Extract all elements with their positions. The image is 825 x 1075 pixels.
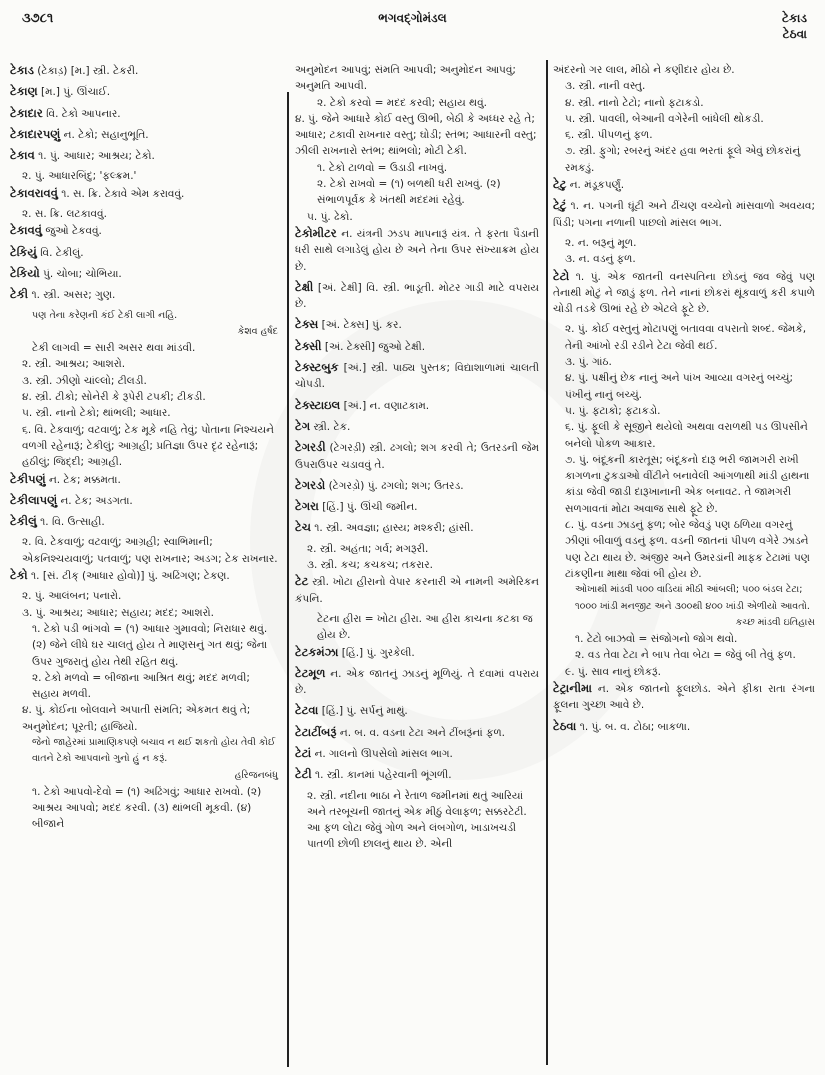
headword: ટેઠવા — [553, 718, 577, 733]
headword: ટેચ — [295, 520, 311, 535]
sense-line: ૨. પું. કોઈ વસ્તુનું મોટાપણું બતાવવા વપરાતો શબ્દ. જેમકે, તેની આંખો રડી રડીને ટેટા જેવી થઈ. — [565, 323, 807, 352]
definition: ન. બ. વ. વડના ટેટા અને ટીંબરૂંનાં ફળ. — [339, 726, 506, 739]
definition: [અં. ટેક્ષી] વિ. સ્ત્રી. ભાડૂતી. મોટર ગાડી માટે વપરાય છે. — [295, 281, 540, 311]
sense-line: ૭. સ્ત્રી. ફુગો; રબરનું અંદર હવા ભરતાં ફૂલે એવું છોકરાંનું રમકડું. — [565, 145, 801, 174]
citation-source: હરિજનબંધુ — [234, 769, 278, 781]
dictionary-entry — [10, 567, 278, 584]
definition: ૧. પું. બ. વ. ટોઠા; બાકળા. — [579, 720, 691, 733]
sense-line: ૨. સ્ત્રી. નદીના ભાઠા ને રેતાળ જમીનમાં થતું આરિયાં અને તરબૂચની જાતનું એક મીઠું વેલાફળ; સક્કરટેટી. આ ફળ લોટા જેવું ગોળ અને લંબગોળ, ખાડાખચડી પાતળી છોળી છાલનું થાય છે. એની — [307, 789, 527, 851]
dictionary-entry — [10, 83, 278, 100]
dictionary-entry — [10, 126, 278, 143]
dictionary-entry — [295, 338, 539, 355]
headword: ટેક્સ — [295, 317, 319, 332]
idiom-line: ટેકી લાગવી = સારી અસર થવા માંડવી. — [32, 342, 196, 355]
dictionary-entry — [295, 418, 539, 435]
column-right — [553, 62, 815, 739]
headword: ટેકી — [10, 287, 29, 302]
definition: ન. ટેક; મક્કમતા. — [48, 473, 121, 486]
headword: ટેટાટીંબરૂં — [295, 724, 337, 739]
sense-line: ૬. વિ. ટેકવાળું; વટવાળું; ટેક મૂકે નહિ તેવું; પોતાના નિશ્ચયને વળગી રહેનારૂં; ટેકીલું; આગ્રહી; પ્રતિજ્ઞા ઉપર દૃઢ રહેનારૂં; હઠીલું; જિદ્દી; આગ્રહી. — [22, 423, 274, 469]
idiom-line: ૧. ટેકો ટાળવો = ઉડાડી નાખવું. — [317, 161, 448, 174]
idiom-line: ૧. ટેકો આપવો-દેવો = (૧) અઢિંગવું; આધાર રાખવો. (૨) આશ્રય આપવો; મદદ કરવી. (૩) થાંભલી મૂકવી. (૪) બીજાને — [32, 785, 262, 831]
definition: ૧. સ. ક્રિ. ટેકાવે એમ કરાવવું. — [61, 187, 185, 200]
definition: [અં. ટેક્સ] પું. કર. — [321, 319, 402, 332]
dictionary-entry — [10, 147, 278, 164]
definition: ૧. પું. એક જાતની વનસ્પતિના છોડનું જવ જેવું પણ તેનાથી મોટું ને જાડું ફળ. તેને નાનાં છોકરાં થૂંકવાળું કરી કપાળે ચોડી તડકે ઊભાં રહે છે એટલે ફૂટે છે. — [553, 270, 815, 316]
headword: ટેકાવ — [10, 148, 35, 163]
dictionary-entry — [10, 185, 278, 202]
definition: વિ. ટેકીલું. — [40, 246, 84, 259]
dictionary-entry — [295, 519, 539, 536]
column-divider — [546, 60, 548, 1065]
dictionary-entry — [10, 265, 278, 282]
definition: (ટેગરડ઼ી) સ્ત્રી. ઢગલો; શગ કરવી તે; ઉતરડની જેમ ઉપરાઉપર ચડાવવું તે. — [295, 442, 539, 471]
definition: [હિં.] પું. ઊંચી જમીન. — [322, 501, 418, 514]
headword: ટેકાણ — [10, 84, 38, 99]
sense-line: ૨. સ. ક્રિ. લટકાવવું. — [22, 208, 107, 221]
definition: ન. મંડૂકપર્ણું. — [569, 179, 625, 192]
sense-line: ૮. પું. વડના ઝાડનું ફળ; બોર જેવડું પણ ઠળિયા વગરનું ઝીણાં બીવાળું વડનું ફળ. વડની જાતનાં પીપળ વગેરે ઝાડને પણ ટેટા થાય છે. અંજીર અને ઉમરડાંની માફક ટેટામાં પણ ટાંકણીના માથા જેવાં બી હોય છે. — [565, 519, 810, 580]
dictionary-entry — [10, 513, 278, 530]
headword: ટેકિયો — [10, 265, 40, 280]
page-number: ૩૭૮૧ — [22, 11, 54, 26]
headword: ટેટ — [295, 574, 309, 589]
sense-line: ૩. સ્ત્રી. કચ; કચકચ; તકરાર. — [307, 559, 434, 572]
definition: [હિં.] પું. સર્પનું માથું. — [321, 705, 408, 718]
headword: ટેટો — [553, 268, 570, 283]
sense-line: ૨. સ્ત્રી. આશ્રય; આશરો. — [22, 358, 126, 371]
citation-quote: ઓખાથી માંડવી ૫૦૦ વાડિયાં મીઠી આંબલી; ૫૦૦ બંડલ ટેટા; ૧૦૦૦ ખાંડી મનજીટ અને ૩૦૦થી ૪૦૦ ખાંડી એળીયો આવતો. — [575, 584, 810, 612]
continued-text: અંદરનો ગર લાલ, મીઠો ને કણીદાર હોય છે. — [553, 64, 735, 76]
headword: ટેગરડી — [295, 440, 326, 455]
citation-quote: પણ તેના કરેણની કંઈ ટેકી લાગી નહિ. — [32, 309, 178, 321]
dictionary-entry — [10, 492, 278, 509]
headword: ટેક્સ્ટાઇલ — [295, 397, 341, 412]
definition: ન. ટેકો; સહાનુભૂતિ. — [63, 128, 149, 141]
dictionary-entry — [10, 286, 278, 303]
guide-words — [782, 10, 807, 42]
definition: [અં. ટેક્સી] જુઓ ટેક્ષી. — [324, 340, 426, 353]
page-header — [0, 0, 825, 48]
running-title: ભગવદ્ગોમંડલ — [378, 11, 447, 25]
sense-line: ૭. પું. બંદૂકની કારતૂસ; બંદૂકનો દારૂ ભરી જામગરી રાખી કાગળના ટુકડાઓ વીંટીને બનાવેલી આંગળાથી માંડી હાથના કાંડા જેવી જાડી દારૂખાનાની એક બનાવટ. તે જામગરી સળગાવતાં મોટા અવાજ સાથે ફૂટે છે. — [565, 453, 810, 515]
sense-line: ૨. પું. આલંબન; પનારો. — [22, 590, 122, 603]
definition: વિ. ટેકો આપનાર. — [46, 107, 121, 120]
guide-word-first: ટેકાડ — [782, 11, 807, 25]
headword: ટેકોમીટર — [295, 225, 337, 240]
definition: જુઓ ટેકવવું. — [45, 225, 102, 238]
idiom-line: ૨. ટેકો મળવો = બીજાના આશ્રિત થવું; મદદ મળવી; સહાય મળવી. — [32, 671, 250, 701]
dictionary-entry — [295, 439, 539, 473]
dictionary-entry — [295, 316, 539, 333]
sense-line: ૫. સ્ત્રી. પાવલી, બેઆની વગેરેની બાંધેલી થોકડી. — [565, 112, 764, 125]
headword: ટેટવા — [295, 703, 319, 718]
dictionary-entry — [553, 718, 815, 735]
dictionary-entry — [295, 225, 539, 275]
dictionary-entry — [295, 279, 539, 313]
headword: ટેકાદાર — [10, 105, 43, 120]
definition: (ટેગરડ઼ો) પું. ઢગલો; શગ; ઉતરડ. — [328, 479, 464, 492]
sense-line: ૩. સ્ત્રી. નાની વસ્તુ. — [565, 80, 646, 93]
continued-text: ૪. પું. જેને આધારે કોઈ વસ્તુ ઊભી, બેઠી કે અધ્ધર રહે તે; આધાર; ટકાવી રાખનાર વસ્તુ; ઘોડી; સ્તંભ; આધારની વસ્તુ; ઝીલી રાખનારો સ્તંભ; થાંભલો; મોટી ટેકી. — [295, 112, 537, 158]
idiom-line: ૧. ટેટો બાઝવો = સંજોગનો જોગ થવો. — [575, 633, 738, 646]
sense-line: ૩. પું. આશ્રય; આધાર; સહાય; મદદ; આશરો. — [22, 606, 214, 619]
definition: ન. યંત્રની ઝડપ માપનારૂં યંત્ર. તે ફરતા પૈડાની ધરી સાથે લગાડેલું હોય છે અને તેના ઉપર સંખ્યાક્રમ હોય છે. — [295, 227, 540, 273]
dictionary-entry — [10, 244, 278, 261]
sense-line: ૫. સ્ત્રી. નાનો ટેકો; થાંભલી; આધાર. — [22, 407, 171, 420]
headword: ટેટાં — [295, 745, 312, 760]
sense-line: ૯. પું. સાવ નાનું છોકરૂં. — [565, 665, 661, 678]
dictionary-entry — [553, 176, 815, 193]
dictionary-entry — [10, 105, 278, 122]
definition: ન. એક જાતનું ઝાડનું મૂળિયું. તે દવામાં વપરાય છે. — [295, 667, 539, 697]
headword: ટેકીલું — [10, 514, 37, 529]
sense-line: ૨. વિ. ટેકવાળું; વટવાળું; આગ્રહી; સ્વાભિમાની; એકનિશ્ચયવાળું; પતવાળું; પણ રાખનાર; અડગ; ટેક રાખનાર. — [22, 536, 278, 565]
headword: ટેક્સ્ટબુક — [295, 360, 339, 375]
idiom-line: ૧. ટેકો પડી ભાંગવો = (૧) આધાર ગુમાવવો; નિરાધાર થવું. (૨) જેને લીધે ઘર ચાલતું હોય તે માણસનું ગત થવું; જેના ઉપર ગુજરાતું હોય તેથી રહિત થવું. — [32, 622, 268, 668]
sense-line: ૩. ન. વડનું ફળ. — [565, 253, 636, 266]
definition: (ટેકાડ઼) [મ.] સ્ત્રી. ટેકરી. — [37, 65, 139, 77]
dictionary-entry — [10, 62, 278, 79]
continued-text: અનુમોદન આપવું; સંમતિ આપવી; અનુમોદન આપવું; અનુમતિ આપવી. — [295, 64, 516, 93]
definition: ૧. સ્ત્રી. અસર; ગુણ. — [31, 289, 116, 302]
definition: ન. ગાલનો ઊપસેલો માંસલ ભાગ. — [314, 747, 453, 760]
dictionary-entry — [553, 680, 815, 714]
dictionary-entry — [10, 471, 278, 488]
citation-source: કેશવ હર્ષદ — [237, 325, 278, 337]
headword: ટેકાવરાવવું — [10, 185, 58, 200]
definition: ૧. સ્ત્રી. અવજ્ઞા; હાસ્ય; મશ્કરી; હાંસી. — [314, 522, 474, 535]
dictionary-entry — [295, 498, 539, 515]
headword: ટેકાડ — [10, 63, 34, 77]
headword: ટેકાવવું — [10, 223, 42, 238]
definition: ૧. ન. પગની ઘૂંટી અને ઢીંચણ વચ્ચેનો માંસવાળો અવયવ; પિંડી; પગના નળાની પાછલો માંસલ ભાગ. — [553, 200, 816, 229]
headword: ટેટું — [553, 198, 567, 213]
headword: ટેટકમંઝા — [295, 644, 339, 659]
headword: ટેગરા — [295, 499, 319, 514]
headword: ટેગરડો — [295, 477, 326, 492]
headword: ટેક્ષી — [295, 279, 314, 294]
sense-line: ૨. સ્ત્રી. અહંતા; ગર્વ; મગરૂરી. — [307, 542, 429, 555]
dictionary-entry — [295, 359, 539, 393]
dictionary-entry — [295, 644, 539, 661]
definition: ન. એક જાતનો ફૂલછોડ. એને ફીકા રાતા રંગના ફૂલના ગુચ્છા આવે છે. — [553, 682, 816, 712]
definition: [મ.] પું. ઊંચાઈ. — [41, 86, 111, 99]
definition: સ્ત્રી. ટેક. — [313, 420, 351, 433]
citation-source: કચ્છ માંડવી ઇતિહાસ — [735, 616, 815, 628]
column-divider — [287, 92, 289, 1067]
definition: સ્ત્રી. ખોટા હીરાનો વેપાર કરનારી એ નામની અમેરિકન કંપનિ. — [295, 576, 539, 605]
sense-line: ૨. ન. બરૂનું મૂળ. — [565, 236, 637, 249]
sense-line: ૨. પું. આધારબિંદુ; 'ફલ્ક્રમ.' — [22, 170, 137, 183]
column-middle — [295, 62, 539, 853]
headword: ટેટમૂળ — [295, 665, 326, 680]
sense-line: ૫. પું. ઢેકો. — [307, 210, 353, 223]
definition: ૧. [સં. ટીક્ (આધાર હોવો)] પું. અઢિંગણ; ટેકણ. — [31, 570, 230, 583]
idiom-line: ટેટના હીરા = ખોટા હીરા. આ હીરા કાચના કટકા જ હોય છે. — [317, 612, 533, 642]
dictionary-entry — [295, 665, 539, 699]
definition: [અં.] ન. વણાટકામ. — [343, 399, 430, 412]
dictionary-entry — [295, 477, 539, 494]
headword: ટેગ — [295, 418, 311, 433]
idiom-line: ૨. ટેકો રાખવો = (૧) બળથી ધરી રાખવું. (૨) સંભાળપૂર્વક કે ખંતથી મદદમાં રહેવું. — [317, 178, 501, 207]
definition: [હિં.] પું. ગુરકેલી. — [341, 646, 415, 659]
sense-line: ૬. પું. ફૂલી કે સૂજીને થયેલો અથવા વરાળથી પડ ઊપસીને બનેલો પોકળ આકાર. — [565, 421, 808, 450]
sense-line: ૩. સ્ત્રી. ઝીણો ચાંલ્લો; ટીલડી. — [22, 374, 147, 387]
dictionary-entry — [553, 268, 815, 318]
dictionary-entry — [10, 222, 278, 239]
dictionary-entry — [295, 702, 539, 719]
sense-line: ૩. પું. ગાંઠ. — [565, 356, 612, 369]
headword: ટેકાદારપણું — [10, 126, 61, 141]
dictionary-entry — [553, 197, 815, 231]
headword: ટેકિયું — [10, 244, 37, 259]
dictionary-entry — [295, 724, 539, 741]
dictionary-entry — [295, 397, 539, 414]
headword: ટેટ્રાનીમા — [553, 680, 592, 695]
definition: [અં.] સ્ત્રી. પાઠ્ય પુસ્તક; વિદ્યાશાળામાં ચાલતી ચોપડી. — [295, 362, 540, 391]
headword: ટેકીપણું — [10, 471, 46, 486]
citation-quote: જેનો જાહેરમાં પ્રામાણિકપણે બચાવ ન થઈ શકતો હોય તેવી કોઈ વાતને ટેકો આપવાનો ગુનો હું ન કરૂં. — [32, 736, 276, 765]
headword: ટેટુ — [553, 177, 567, 192]
definition: ન. ટેક; અડગતા. — [60, 494, 133, 507]
dictionary-entry — [295, 766, 539, 783]
guide-word-last: ટેઠવા — [782, 27, 807, 41]
sense-line: ૪. સ્ત્રી. ટીકો; સોનેરી કે રૂપેરી ટપકી; ટીકડી. — [22, 391, 206, 404]
idiom-line: ૨. વડ તેવા ટેટા ને બાપ તેવા બેટા = જેવું બી તેવું ફળ. — [575, 649, 796, 662]
dictionary-entry — [295, 745, 539, 762]
column-left — [10, 62, 278, 833]
sense-line: ૫. પું. ફટાકો; ફટાકડો. — [565, 404, 661, 417]
sense-line: ૪. પું. પક્ષીનું છેક નાનું અને પાંખ આવ્યા વગરનું બચ્ચું; પંખીનું નાનું બચ્ચું. — [565, 372, 793, 401]
idiom-line: ૨. ટેકો કરવો = મદદ કરવી; સહાય થવું. — [317, 96, 487, 109]
headword: ટેટી — [295, 767, 312, 782]
definition: ૧. પું. આધાર; આશ્રય; ટેકો. — [38, 150, 155, 163]
headword: ટેક્સી — [295, 338, 322, 353]
definition: ૧. સ્ત્રી. કાનમાં પહેરવાની ભૂંગળી. — [315, 769, 452, 782]
headword: ટેકો — [10, 568, 28, 583]
sense-line: ૪. પું. કોઈના બોલવાને અપાતી સંમતિ; એકમત થવું તે; અનુમોદન; પૂરતી; હાજિયો. — [22, 704, 251, 733]
sense-line: ૬. સ્ત્રી. પીપળનું ફળ. — [565, 129, 653, 142]
definition: પું. ચોબા; ચોભિયા. — [43, 267, 122, 280]
definition: ૧. વિ. ઉત્સાહી. — [40, 516, 105, 529]
headword: ટેકીલાપણું — [10, 492, 58, 507]
sense-line: ૪. સ્ત્રી. નાનો ટેટો; નાનો ફટાકડો. — [565, 96, 704, 109]
dictionary-entry — [295, 573, 539, 607]
